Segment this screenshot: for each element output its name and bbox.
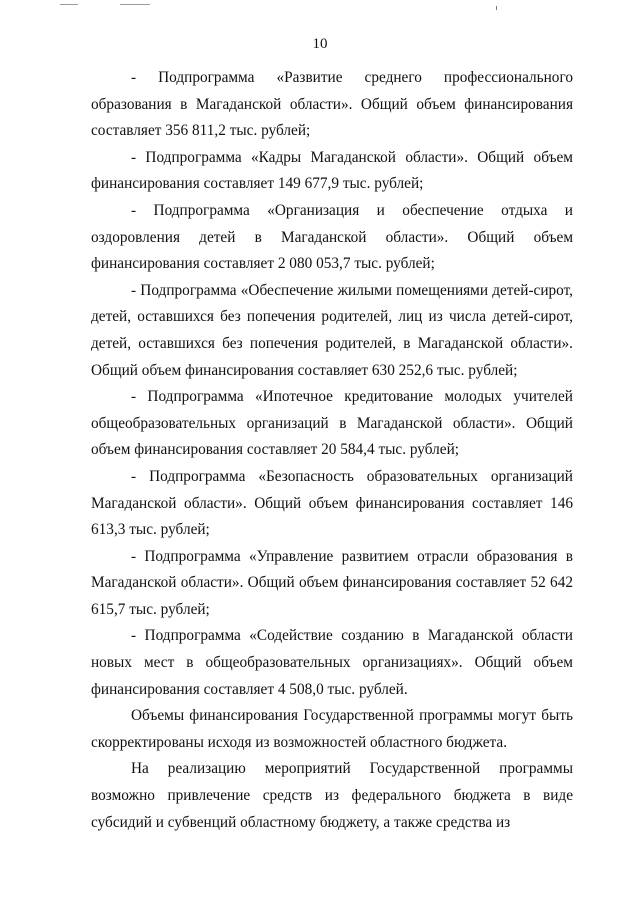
scan-artifact-top-right <box>496 6 497 10</box>
subprogram-item: - Подпрограмма «Обеспечение жилыми помещениями детей-сирот, детей, оставшихся без попечения родителей, лиц из числа детей-сирот, детей, оставшихся без попечения родителей, в Магаданской области». Общий объем финансирования составляет 630 252,6 тыс. рублей; <box>91 281 573 379</box>
subprogram-item: - Подпрограмма «Управление развитием отрасли образования в Магаданской области». Общий объем финансирования составляет 52 642 615,7 тыс. рублей; <box>91 547 573 618</box>
body-paragraph: На реализацию мероприятий Государственной программы возможно привлечение средств из федерального бюджета в виде субсидий и субвенций областному бюджету, а также средства из <box>91 760 573 831</box>
document-body <box>91 65 573 836</box>
body-paragraph: Объемы финансирования Государственной программы могут быть скорректированы исходя из возможностей областного бюджета. <box>91 707 573 751</box>
subprogram-item: - Подпрограмма «Организация и обеспечение отдыха и оздоровления детей в Магаданской области». Общий объем финансирования составляет 2 080 053,7 тыс. рублей; <box>91 201 573 273</box>
subprogram-item: - Подпрограмма «Безопасность образовательных организаций Магаданской области». Общий объем финансирования составляет 146 613,3 тыс. рублей; <box>91 467 573 539</box>
page-number: 10 <box>312 36 328 52</box>
subprogram-item: - Подпрограмма «Содействие созданию в Магаданской области новых мест в общеобразовательных организациях». Общий объем финансирования составляет 4 508,0 тыс. рублей. <box>91 627 573 698</box>
subprogram-item: - Подпрограмма «Кадры Магаданской области». Общий объем финансирования составляет 149 677,9 тыс. рублей; <box>91 148 573 193</box>
subprogram-item: - Подпрограмма «Ипотечное кредитование молодых учителей общеобразовательных организаций в Магаданской области». Общий объем финансирования составляет 20 584,4 тыс. рублей; <box>91 388 573 459</box>
subprogram-item: - Подпрограмма «Развитие среднего профессионального образования в Магаданской области». Общий объем финансирования составляет 356 811,2 тыс. рублей; <box>91 69 573 140</box>
scan-artifact-top-left-2 <box>120 4 150 5</box>
scan-artifact-top-left <box>60 4 78 5</box>
